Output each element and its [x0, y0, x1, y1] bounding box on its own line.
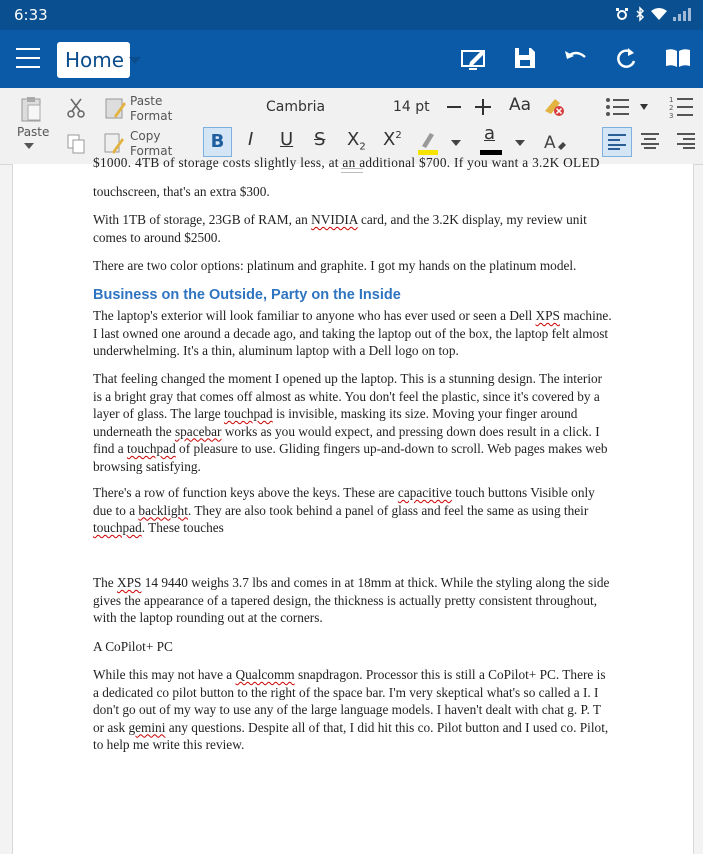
- paste-format-label[interactable]: Paste Format: [130, 94, 173, 123]
- read-mode-book-icon[interactable]: [665, 47, 691, 69]
- change-case-button[interactable]: Aa: [509, 95, 532, 115]
- svg-text:2: 2: [669, 104, 674, 112]
- paragraph-text: The XPS 14 9440 weighs 3.7 lbs and comes in at 18mm at thick. While the styling along the side gives the appearance of a tapered design, the thickness is actually pretty consistent throughout, with the laptop rounding out at the corners.: [93, 575, 610, 625]
- paragraph[interactable]: [93, 211, 613, 246]
- paragraph-text: While this may not have a Qualcomm snapdragon. Processor this is still a CoPilot+ PC. There is a dedicated co pilot button to the right of the space bar. I'm very skeptical what's so called a I. I don't go out of my way to use any of the large language models. I haven't dealt with chat g. P. T or ask gemini any questions. Despite all of that, I did hit this co. Pilot button and I used co. Pilot, to help me write this review.: [93, 667, 609, 752]
- paragraph-text: The laptop's exterior will look familiar to anyone who has ever used or seen a Dell XPS machine. I last owned one around a decade ago, and taking the laptop out of the box, the laptop felt almost underwhelming. It's a thin, aluminum laptop with a Dell logo on top.: [93, 308, 612, 358]
- align-left-button[interactable]: [602, 127, 632, 157]
- font-color-dropdown-icon[interactable]: [515, 140, 525, 146]
- paste-label[interactable]: Paste: [17, 125, 50, 139]
- align-left-icon: [608, 134, 626, 150]
- copy-icon[interactable]: [67, 134, 85, 154]
- font-color-label[interactable]: a: [484, 123, 496, 144]
- numbered-list-icon[interactable]: [669, 95, 693, 119]
- svg-text:3: 3: [669, 112, 674, 120]
- increase-font-size-icon[interactable]: [475, 99, 491, 115]
- font-name-selector[interactable]: Cambria: [266, 99, 326, 115]
- chevron-down-icon: [129, 57, 141, 64]
- italic-button[interactable]: I: [248, 129, 254, 150]
- copy-format-label[interactable]: Copy Format: [130, 129, 173, 158]
- paste-clipboard-icon[interactable]: [20, 96, 42, 122]
- status-bar: [0, 0, 703, 30]
- paragraph[interactable]: [93, 370, 613, 475]
- clear-formatting-icon[interactable]: [543, 97, 565, 117]
- paragraph[interactable]: [93, 183, 613, 201]
- screen-edit-icon[interactable]: [460, 47, 488, 73]
- underline-button[interactable]: U: [280, 129, 294, 150]
- document-page[interactable]: [12, 155, 694, 854]
- paragraph-text: With 1TB of storage, 23GB of RAM, an NVIDIA card, and the 3.2K display, my review unit comes to around $2500.: [93, 212, 587, 245]
- section-heading[interactable]: Business on the Outside, Party on the Inside: [93, 287, 401, 303]
- paragraph-text: There are two color options: platinum and graphite. I got my hands on the platinum model.: [93, 258, 577, 273]
- signal-icon: [673, 8, 691, 21]
- undo-icon[interactable]: [563, 47, 589, 69]
- svg-text:1: 1: [669, 96, 674, 104]
- align-center-icon[interactable]: [641, 133, 659, 149]
- redo-icon[interactable]: [615, 47, 637, 71]
- paragraph[interactable]: [93, 307, 613, 360]
- app-toolbar: [0, 30, 703, 88]
- copy-format-icon[interactable]: [104, 132, 126, 156]
- clipped-text-line: $1000. 4TB of storage costs slightly less, at an additional $700. If you want a 3.2K OLED: [93, 155, 600, 170]
- paragraph[interactable]: [93, 574, 613, 627]
- save-icon[interactable]: [514, 47, 536, 69]
- strikethrough-button[interactable]: S: [314, 129, 326, 150]
- subscript-button[interactable]: $X_2$: [347, 129, 366, 153]
- paragraph-text: touchscreen, that's an extra $300.: [93, 184, 270, 199]
- home-tab-label: Home: [65, 48, 125, 72]
- formatting-ribbon: [0, 88, 703, 165]
- menu-icon[interactable]: [16, 48, 40, 68]
- paragraph[interactable]: [93, 666, 613, 754]
- decrease-font-size-icon[interactable]: [447, 106, 461, 109]
- paragraph[interactable]: [93, 484, 613, 537]
- paragraph-text: A CoPilot+ PC: [93, 639, 173, 654]
- paragraph-text: There's a row of function keys above the keys. These are capacitive touch buttons Visible only due to a backlight. They are also took behind a panel of glass and feel the same as using their touchpad. These touches: [93, 485, 595, 535]
- paragraph[interactable]: [93, 638, 613, 656]
- bullet-list-icon[interactable]: [605, 96, 629, 118]
- status-icons: [615, 7, 691, 21]
- highlight-marker-icon[interactable]: [416, 130, 440, 156]
- paragraph-text: That feeling changed the moment I opened up the laptop. This is a stunning design. The interior is a bright gray that comes off almost as white. You don't feel the plastic, since it's covered by a layer of glass. The large touchpad is invisible, masking its size. Moving your finger around underneath the spacebar works as you would expect, and pressing down does result in a click. I find a touchpad of pleasure to use. Gliding fingers up-and-down to scroll. Web pages makes web browsing satisfying.: [93, 371, 608, 474]
- bluetooth-icon: [635, 7, 645, 21]
- highlight-dropdown-icon[interactable]: [451, 140, 461, 146]
- font-size-selector[interactable]: 14 pt: [393, 99, 430, 115]
- bullet-list-dropdown-icon[interactable]: [640, 104, 648, 110]
- superscript-button[interactable]: $X^2$: [383, 129, 402, 150]
- text-effects-icon[interactable]: [544, 131, 568, 153]
- svg-text:A: A: [544, 133, 556, 153]
- paste-dropdown-arrow-icon[interactable]: [24, 143, 34, 149]
- alarm-icon: [615, 7, 629, 21]
- paragraph[interactable]: [93, 257, 613, 275]
- paste-format-icon[interactable]: [104, 96, 126, 120]
- wifi-icon: [651, 8, 667, 21]
- align-right-icon[interactable]: [677, 133, 695, 149]
- home-tab-dropdown[interactable]: [57, 42, 130, 78]
- bold-button[interactable]: B: [203, 127, 232, 157]
- status-time: 6:33: [14, 6, 48, 24]
- cut-scissors-icon[interactable]: [67, 98, 85, 118]
- ribbon-resize-handle[interactable]: [341, 168, 363, 173]
